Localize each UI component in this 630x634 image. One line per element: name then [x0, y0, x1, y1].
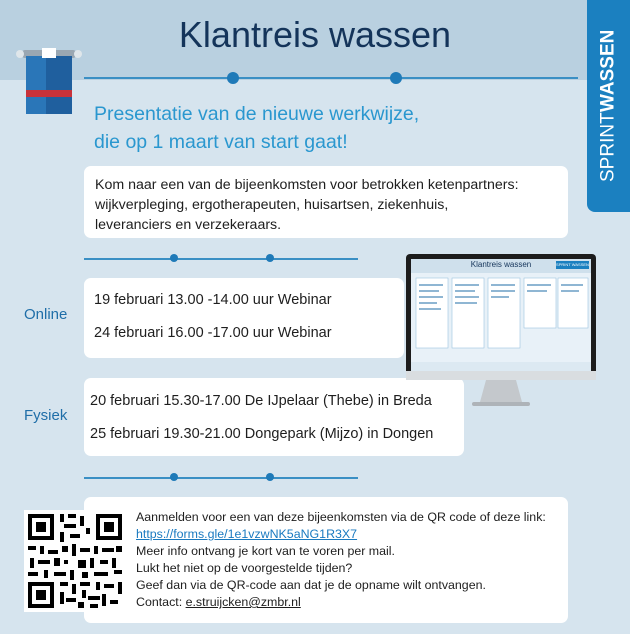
divider-dot [170, 254, 178, 262]
registration-card [84, 497, 568, 623]
towel-icon [14, 46, 82, 116]
fysiek-event: 20 februari 15.30-17.00 De IJpelaar (Thebe) in Breda [90, 393, 432, 409]
registration-line: Geef dan via de QR-code aan dat je de opname wilt ontvangen. [136, 578, 486, 592]
intro-line: wijkverpleging, ergotherapeuten, huisartsen, ziekenhuis, [95, 197, 449, 213]
divider-dot [390, 72, 402, 84]
online-card [84, 278, 404, 358]
subtitle [94, 100, 419, 156]
monitor-screen-title: Klantreis wassen [470, 260, 532, 269]
registration-line: Lukt het niet op de voorgestelde tijden? [136, 561, 353, 575]
monitor-screen-badge: SPRINT WASSEN [556, 262, 589, 267]
divider-dot [170, 473, 178, 481]
registration-link[interactable]: https://forms.gle/1e1vzwNK5aNG1R3X7 [136, 527, 358, 541]
subtitle-line: die op 1 maart van start gaat! [94, 131, 348, 153]
section-divider [84, 258, 358, 260]
online-label: Online [24, 306, 68, 323]
online-event: 24 februari 16.00 -17.00 uur Webinar [94, 325, 332, 341]
side-tab-label: SPRINT WASSEN [597, 29, 619, 183]
monitor-illustration [406, 254, 596, 410]
qr-code[interactable] [24, 510, 126, 612]
intro-card [84, 166, 568, 238]
contact-label: Contact: [136, 595, 186, 609]
section-divider [84, 477, 358, 479]
registration-line: Aanmelden voor een van deze bijeenkomsten via de QR code of deze link: [136, 510, 546, 524]
divider-dot [227, 72, 239, 84]
intro-line: Kom naar een van de bijeenkomsten voor betrokken ketenpartners: [95, 177, 519, 193]
fysiek-event: 25 februari 19.30-21.00 Dongepark (Mijzo) in Dongen [90, 426, 434, 442]
fysiek-label: Fysiek [24, 407, 68, 424]
registration-text [136, 509, 546, 611]
intro-line: leveranciers en verzekeraars. [95, 217, 282, 233]
divider-dot [266, 473, 274, 481]
contact-email-link[interactable]: e.struijcken@zmbr.nl [185, 595, 301, 609]
registration-line: Meer info ontvang je kort van te voren per mail. [136, 544, 395, 558]
subtitle-line: Presentatie van de nieuwe werkwijze, [94, 103, 420, 125]
page-title: Klantreis wassen [178, 14, 452, 55]
header-divider [84, 77, 578, 79]
divider-dot [266, 254, 274, 262]
online-event: 19 februari 13.00 -14.00 uur Webinar [94, 292, 332, 308]
